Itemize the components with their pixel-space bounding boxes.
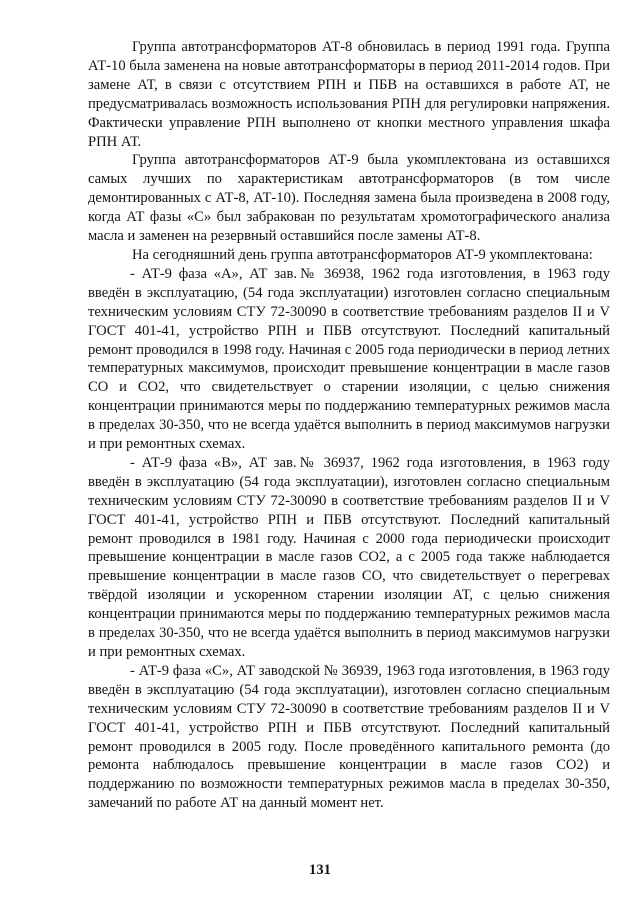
page-number: 131	[309, 862, 331, 878]
list-item-phase-a: - АТ-9 фаза «А», АТ зав.№ 36938, 1962 года изготовления, в 1963 году введён в эксплуатацию, (54 года эксплуатации) изготовлен согласно специальным техническим условиям СТУ 72-30090 в соответствие требованиям разделов II и V ГОСТ 401-41, устройство РПН и ПБВ отсутствуют. Последний капитальный ремонт проводился в 1998 году. Начиная с 2005 года периодически в период летних температурных максимумов, происходит превышение концентрации в масле газов СО и СО2, что свидетельствует о старении изоляции, с целью снижения концентрации принимаются меры по поддержанию температурных режимов масла в пределах 30-350, что не всегда удаётся выполнить в период максимумов нагрузки и при ремонтных схемах.	[88, 265, 610, 453]
list-item-phase-b: - АТ-9 фаза «В», АТ зав.№ 36937, 1962 года изготовления, в 1963 году введён в эксплуатацию (54 года эксплуатации), изготовлен согласно специальным техническим условиям СТУ 72-30090 в соответствие требованиям разделов II и V ГОСТ 401-41, устройство РПН и ПБВ отсутствуют. Последний капитальный ремонт проводился в 1981 году. Начиная с 2000 года периодически происходит превышение концентрации в масле газов СО2, а с 2005 года также наблюдается превышение концентрации в масле газов СО, что свидетельствует о перегревах твёрдой изоляции и ускоренном старении изоляции АТ, с целью снижения концентрации принимаются меры по поддержанию температурных режимов масла в пределах 30-350, что не всегда удаётся выполнить в период максимумов нагрузки и при ремонтных схемах.	[88, 454, 610, 660]
paragraph-at9-group: Группа автотрансформаторов АТ-9 была укомплектована из оставшихся самых лучших по характеристикам автотрансформаторов (в том числе демонтированных с АТ-8, АТ-10). Последняя замена была произведена в 2008 году, когда АТ фазы «С» был забракован по результатам хромотографического анализа масла и заменен на резервный оставшийся после замены АТ-8.	[88, 152, 610, 245]
document-page	[88, 38, 610, 813]
list-item-phase-c: - АТ-9 фаза «С», АТ заводской № 36939, 1963 года изготовления, в 1963 году введён в эксплуатацию (54 года эксплуатации), изготовлен согласно специальным техническим условиям СТУ 72-30090 в соответствие требованиям разделов II и V ГОСТ 401-41, устройство РПН и ПБВ отсутствуют. Последний капитальный ремонт проводился в 2005 году. После проведённого капитального ремонта (до ремонта наблюдалось превышение концентрации в масле газов СО2) и поддержанию по возможности температурных режимов масла в пределах 30-350, замечаний по работе АТ на данный момент нет.	[88, 662, 610, 812]
paragraph-at8-at10: Группа автотрансформаторов АТ-8 обновилась в период 1991 года. Группа АТ-10 была заменена на новые автотрансформаторы в период 2011-2014 годов. При замене АТ, в связи с отсутствием РПН и ПБВ на оставшихся в работе АТ, не предусматривалась возможность использования РПН для регулировки напряжения. Фактически управление РПН выполнено от кнопки местного управления шкафа РПН АТ.	[88, 39, 610, 150]
paragraph-at9-intro: На сегодняшний день группа автотрансформаторов АТ-9 укомплектована:	[132, 246, 593, 263]
